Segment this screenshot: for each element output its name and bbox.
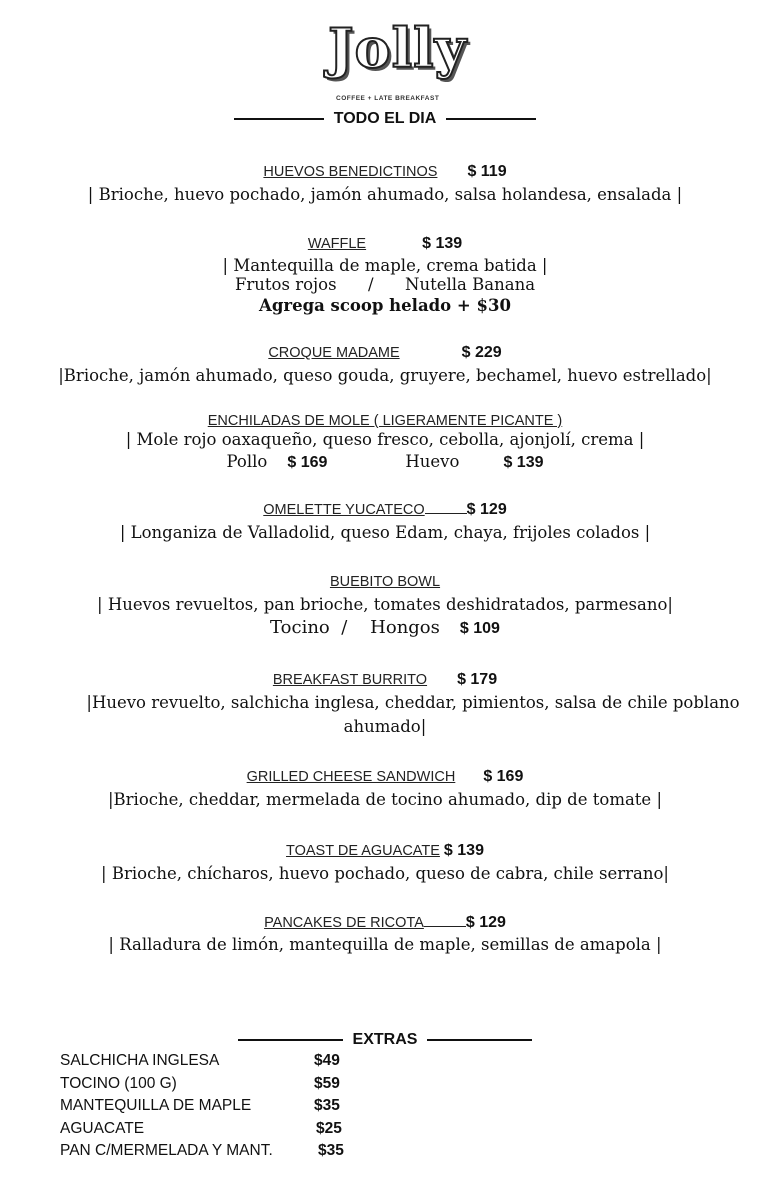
item-description: | Brioche, huevo pochado, jamón ahumado, salsa holandesa, ensalada | bbox=[87, 185, 683, 204]
extra-price: $49 bbox=[314, 1052, 340, 1069]
menu-item-omelette-yucateco bbox=[0, 499, 770, 519]
item-price: $ 129 bbox=[465, 914, 506, 931]
item-description: |Brioche, jamón ahumado, queso gouda, gruyere, bechamel, huevo estrellado| bbox=[58, 366, 712, 385]
divider-dash bbox=[238, 1039, 343, 1041]
extra-name: MANTEQUILLA DE MAPLE bbox=[60, 1097, 252, 1114]
section-title-extras bbox=[0, 1031, 770, 1049]
extra-name: AGUACATE bbox=[60, 1119, 145, 1137]
item-name: CROQUE MADAME bbox=[268, 345, 400, 361]
item-description: |Huevo revuelto, salchicha inglesa, cheddar, pimientos, salsa de chile poblano bbox=[86, 693, 740, 712]
menu-item-pancakes-de-ricota bbox=[0, 912, 770, 932]
item-description: | Huevos revueltos, pan brioche, tomates deshidratados, parmesano| bbox=[97, 595, 673, 614]
item-addon: Agrega scoop helado + $30 bbox=[259, 296, 511, 315]
section-title-text: TODO EL DIA bbox=[333, 110, 437, 127]
item-description: | Mantequilla de maple, crema batida | bbox=[222, 256, 548, 275]
item-variants: Frutos rojos / Nutella Banana bbox=[234, 275, 536, 294]
menu-item-enchiladas-de-mole bbox=[0, 410, 770, 429]
item-options bbox=[0, 617, 770, 640]
item-price: $ 229 bbox=[461, 344, 502, 361]
item-description: | Brioche, chícharos, huevo pochado, queso de cabra, chile serrano| bbox=[101, 864, 669, 883]
option-price: $ 139 bbox=[503, 454, 544, 471]
menu-item-croque-madame bbox=[0, 342, 770, 362]
extra-price: $35 bbox=[318, 1142, 344, 1159]
menu-item-breakfast-burrito bbox=[0, 669, 770, 689]
option-label: Huevo bbox=[405, 452, 460, 471]
extra-name: TOCINO (100 G) bbox=[60, 1074, 177, 1092]
item-description-cont: ahumado| bbox=[343, 717, 427, 736]
item-description: | Mole rojo oaxaqueño, queso fresco, cebolla, ajonjolí, crema | bbox=[125, 430, 645, 449]
item-name: BREAKFAST BURRITO bbox=[272, 672, 428, 688]
extra-price: $35 bbox=[314, 1097, 340, 1114]
item-price: $ 119 bbox=[467, 163, 507, 180]
item-name: WAFFLE bbox=[307, 236, 367, 252]
extra-price: $25 bbox=[316, 1119, 342, 1137]
item-description: | Longaniza de Valladolid, queso Edam, chaya, frijoles colados | bbox=[119, 523, 651, 542]
jolly-logo bbox=[300, 16, 495, 102]
item-name: HUEVOS BENEDICTINOS bbox=[263, 164, 438, 180]
section-title-todo-el-dia bbox=[0, 110, 770, 128]
item-options bbox=[0, 451, 770, 474]
option-label: Pollo bbox=[226, 452, 268, 471]
extra-price: $59 bbox=[314, 1074, 340, 1092]
item-name: ENCHILADAS DE MOLE ( LIGERAMENTE PICANTE ) bbox=[207, 413, 563, 429]
item-name: TOAST DE AGUACATE bbox=[286, 843, 440, 859]
item-name: BUEBITO BOWL bbox=[329, 574, 441, 590]
item-description: |Brioche, cheddar, mermelada de tocino ahumado, dip de tomate | bbox=[107, 790, 662, 809]
item-description: | Ralladura de limón, mantequilla de maple, semillas de amapola | bbox=[108, 935, 662, 954]
menu-item-grilled-cheese-sandwich bbox=[0, 766, 770, 786]
menu-item-buebito-bowl bbox=[0, 571, 770, 590]
logo-wordmark: Jolly bbox=[328, 16, 467, 80]
item-price: $ 139 bbox=[443, 842, 484, 859]
extra-name: SALCHICHA INGLESA bbox=[60, 1052, 220, 1069]
divider-dash bbox=[427, 1039, 532, 1041]
menu-item-waffle bbox=[0, 233, 770, 253]
item-price: $ 129 bbox=[466, 501, 507, 518]
divider-dash bbox=[234, 118, 324, 120]
divider-dash bbox=[446, 118, 536, 120]
item-price: $ 139 bbox=[422, 235, 463, 252]
item-name: OMELETTE YUCATECO bbox=[263, 502, 425, 518]
extra-name: PAN C/MERMELADA Y MANT. bbox=[60, 1142, 273, 1159]
option-price: $ 109 bbox=[459, 620, 500, 637]
logo-tagline: COFFEE + LATE BREAKFAST bbox=[336, 95, 440, 102]
menu-item-toast-de-aguacate bbox=[0, 840, 770, 860]
item-name: GRILLED CHEESE SANDWICH bbox=[246, 769, 456, 785]
option-price: $ 169 bbox=[287, 454, 328, 471]
section-title-text: EXTRAS bbox=[352, 1031, 418, 1048]
item-price: $ 169 bbox=[483, 768, 524, 785]
option-label: Tocino / Hongos bbox=[270, 617, 440, 638]
item-price: $ 179 bbox=[457, 671, 498, 688]
item-name: PANCAKES DE RICOTA bbox=[264, 915, 424, 931]
menu-item-huevos-benedictinos bbox=[0, 161, 770, 181]
